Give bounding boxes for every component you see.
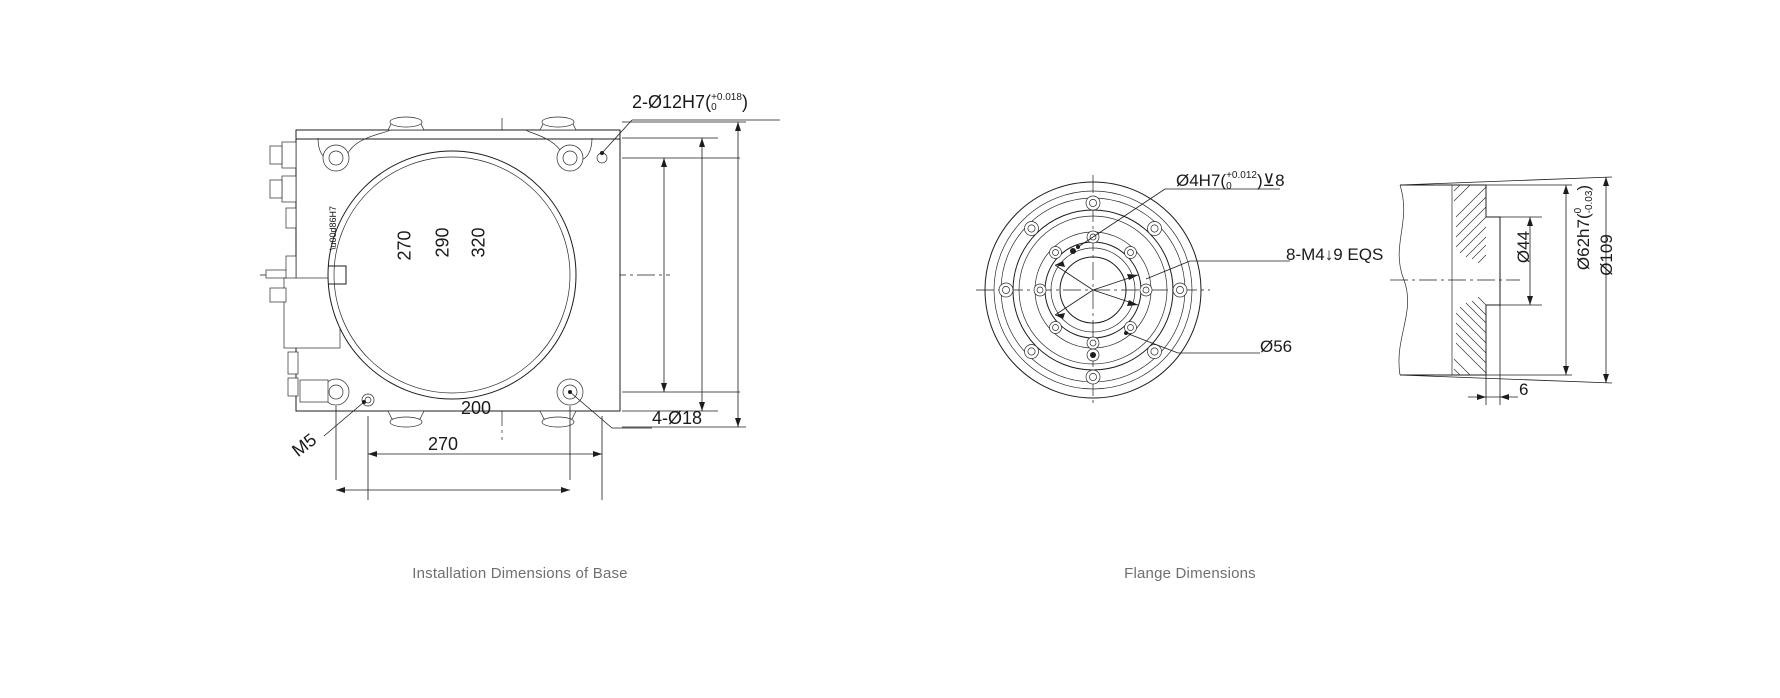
dim-200-label: 200 bbox=[461, 398, 492, 418]
callout-d56: Ø56 bbox=[1260, 337, 1293, 356]
dim-d62h7-label: Ø62h7( 0 -0.03 ) bbox=[1573, 184, 1595, 271]
dim-d62h7-value: Ø62h7 bbox=[1574, 219, 1594, 271]
flange-section-drawing bbox=[1390, 175, 1710, 435]
dim-d62h7-tol-lower: -0.03 bbox=[1583, 190, 1595, 214]
flange-front-drawing bbox=[960, 175, 1380, 405]
dim-270-v-label: 270 bbox=[394, 230, 415, 261]
callout-m5: M5 bbox=[288, 429, 321, 461]
figure-flange-section bbox=[1390, 175, 1710, 435]
svg-text:\u00d86H7: \u00d86H7 bbox=[328, 205, 338, 250]
callout-d4h7-text: Ø4H7 bbox=[1176, 171, 1221, 190]
callout-8-m4: 8-M4↓9 EQS bbox=[1286, 245, 1384, 264]
caption-base-installation: Installation Dimensions of Base bbox=[412, 565, 628, 582]
figure-flange-front bbox=[960, 170, 1384, 405]
callout-d4h7-tol-upper: +0.012 bbox=[1226, 170, 1257, 182]
dim-d62h7-tol-upper: 0 bbox=[1573, 207, 1585, 214]
dim-270-h-label: 270 bbox=[428, 434, 459, 454]
base-installation-drawing bbox=[240, 80, 890, 480]
dim-320-label: 320 bbox=[468, 227, 489, 258]
caption-flange-dimensions: Flange Dimensions bbox=[1124, 565, 1256, 582]
depth-symbol-icon: ⊻ bbox=[1262, 171, 1276, 190]
callout-2-d12h7-tol-upper: +0.018 bbox=[711, 91, 742, 103]
callout-2-d12h7-symbol: Ø12H7 bbox=[648, 92, 706, 112]
dim-d109-label: Ø109 bbox=[1596, 234, 1616, 276]
figure-base-installation bbox=[240, 80, 890, 480]
section-hatch-upper bbox=[1454, 185, 1486, 263]
callout-d4h7-tol-lower: 0 bbox=[1226, 180, 1232, 192]
callout-d4h7: Ø4H7( +0.012 0 )⊻8 bbox=[1176, 170, 1285, 192]
callout-2-d12h7: 2-Ø12H7( +0.018 0 ) bbox=[632, 91, 748, 114]
callout-d4h7-depth: 8 bbox=[1275, 171, 1285, 190]
dim-6-label: 6 bbox=[1519, 380, 1529, 399]
callout-4-d18: 4-Ø18 bbox=[652, 408, 703, 428]
dim-290-label: 290 bbox=[432, 227, 453, 258]
dim-d44-label: Ø44 bbox=[1514, 230, 1534, 264]
section-hatch-lower bbox=[1454, 297, 1486, 375]
callout-2-d12h7-tol-lower: 0 bbox=[711, 102, 717, 114]
callout-2-d12h7-prefix: 2- bbox=[632, 92, 649, 112]
